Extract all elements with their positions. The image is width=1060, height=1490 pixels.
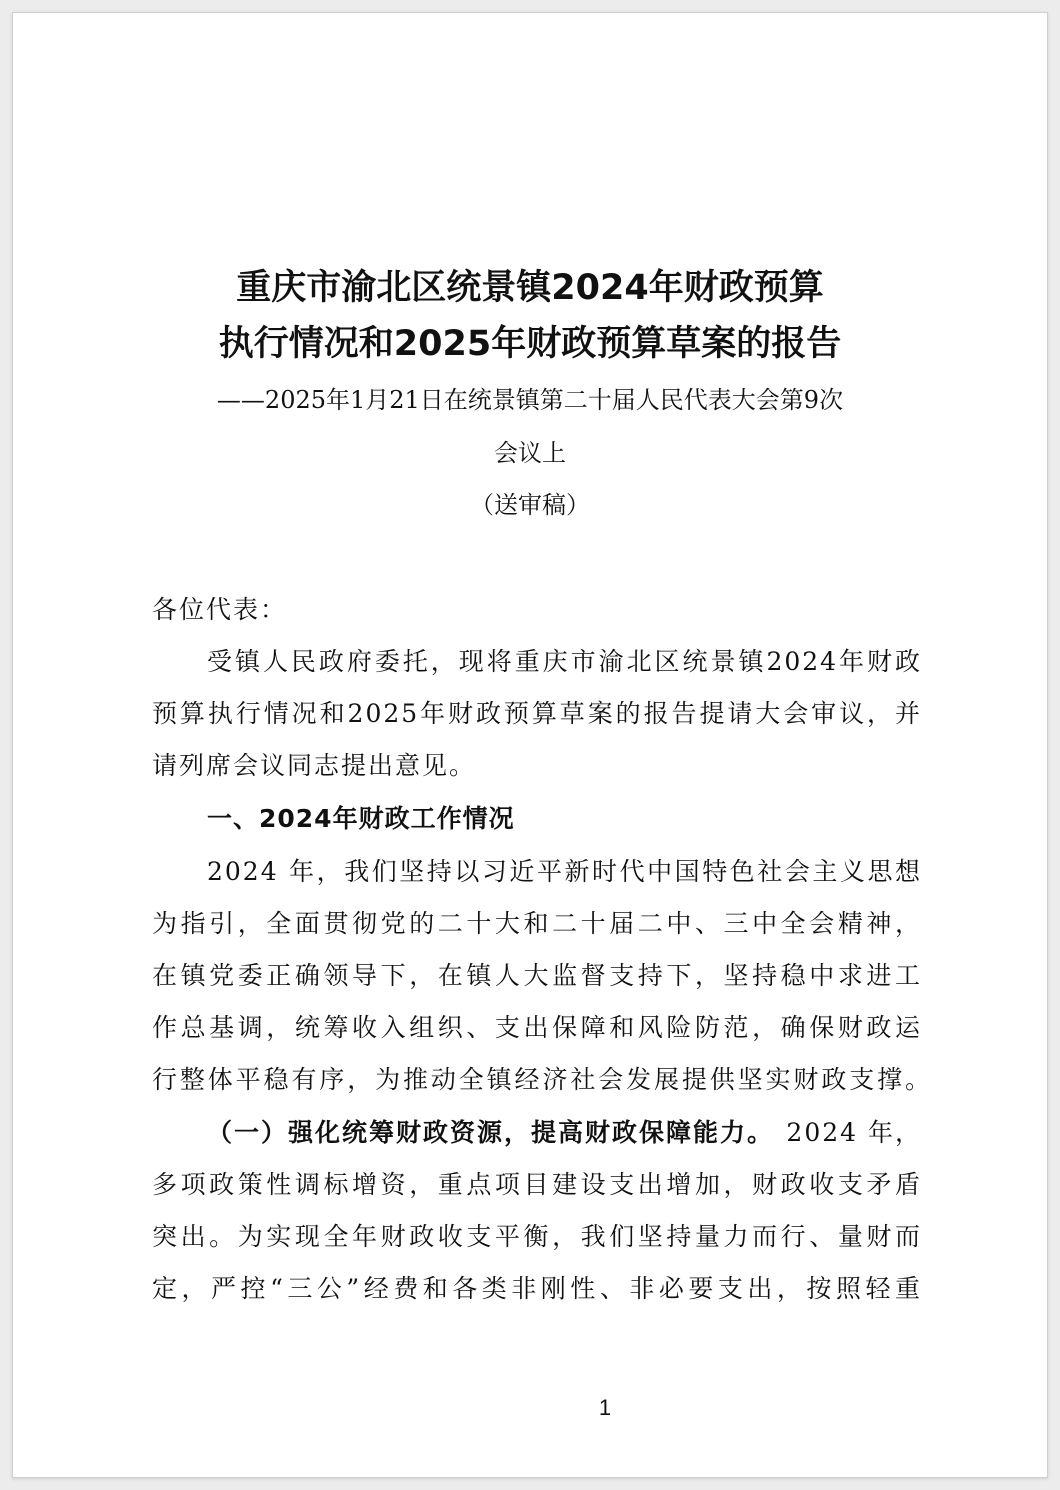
report-title-line-1: 重庆市渝北区统景镇2024年财政预算 [236, 268, 824, 308]
section-1-line-4: 作总基调，统筹收入组织、支出保障和风险防范，确保财政运 [152, 1013, 922, 1042]
section-1-line-1: 2024 年，我们坚持以习近平新时代中国特色社会主义思想 [207, 857, 922, 886]
intro-line-3: 请列席会议同志提出意见。 [152, 751, 477, 780]
subsection-1-heading: （一）强化统筹财政资源，提高财政保障能力。 [207, 1118, 775, 1147]
page-number: 1 [598, 1395, 612, 1420]
subsection-1-first-line-rest: 2024 年， [786, 1118, 922, 1147]
subsection-1-line-3: 突出。为实现全年财政收支平衡，我们坚持量力而行、量财而 [152, 1222, 922, 1251]
salutation: 各位代表： [152, 595, 288, 624]
report-title-line-2: 执行情况和2025年财政预算草案的报告 [218, 324, 842, 364]
draft-label: （送审稿） [470, 491, 590, 519]
section-1-line-5: 行整体平稳有序，为推动全镇经济社会发展提供坚实财政支撑。 [152, 1065, 932, 1094]
section-1-heading: 一、2024年财政工作情况 [207, 804, 515, 833]
subsection-1-line-2: 多项政策性调标增资，重点项目建设支出增加，财政收支矛盾 [152, 1170, 922, 1199]
intro-line-2: 预算执行情况和2025年财政预算草案的报告提请大会审议，并 [152, 699, 922, 728]
section-1-line-3: 在镇党委正确领导下，在镇人大监督支持下，坚持稳中求进工 [152, 961, 922, 990]
subtitle-date-line: ——2025年1月21日在统景镇第二十届人民代表大会第9次 [216, 386, 844, 414]
intro-line-1: 受镇人民政府委托，现将重庆市渝北区统景镇2024年财政 [207, 647, 922, 676]
subsection-1-first-line [207, 1113, 922, 1149]
document-page [12, 12, 1048, 1478]
subsection-1-line-4: 定，严控“三公”经费和各类非刚性、非必要支出，按照轻重 [152, 1274, 922, 1303]
section-1-line-2: 为指引，全面贯彻党的二十大和二十届二中、三中全会精神， [152, 909, 922, 938]
subtitle-meeting-line: 会议上 [494, 439, 566, 467]
